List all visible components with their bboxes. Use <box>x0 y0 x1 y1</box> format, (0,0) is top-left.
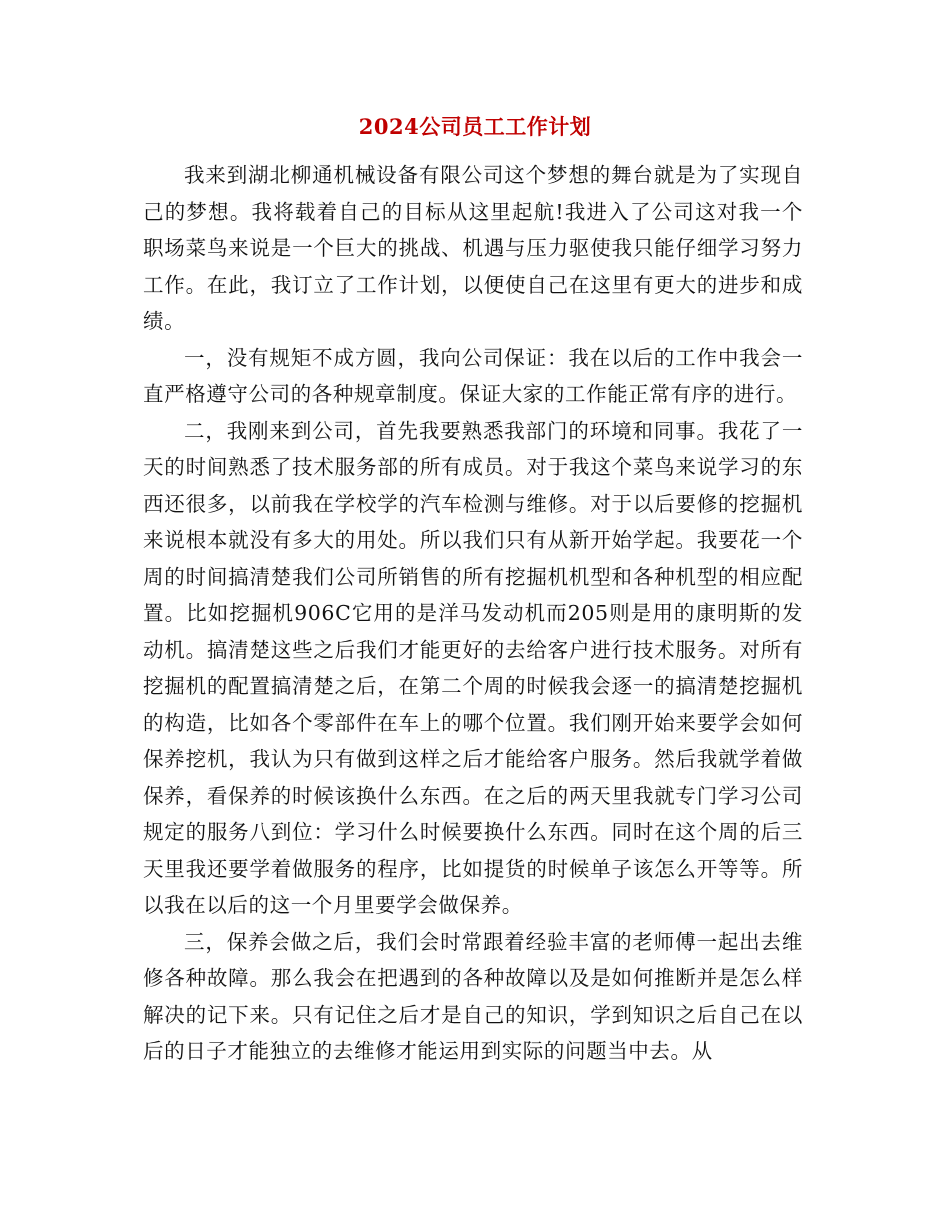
paragraph-learning: 二，我刚来到公司，首先我要熟悉我部门的环境和同事。我花了一天的时间熟悉了技术服务部的所有成员。对于我这个菜鸟来说学习的东西还很多，以前我在学校学的汽车检测与维修。对于以后要修的挖掘机来说根本就没有多大的用处。所以我们只有从新开始学起。我要花一个周的时间搞清楚我们公司所销售的所有挖掘机机型和各种机型的相应配置。比如挖掘机906C它用的是洋马发动机而205则是用的康明斯的发动机。搞清楚这些之后我们才能更好的去给客户进行技术服务。对所有挖掘机的配置搞清楚之后，在第二个周的时候我会逐一的搞清楚挖掘机的构造，比如各个零部件在车上的哪个位置。我们刚开始来要学会如何保养挖机，我认为只有做到这样之后才能给客户服务。然后我就学着做保养，看保养的时候该换什么东西。在之后的两天里我就专门学习公司规定的服务八到位：学习什么时候要换什么东西。同时在这个周的后三天里我还要学着做服务的程序，比如提货的时候单子该怎么开等等。所以我在以后的这一个月里要学会做保养。 <box>143 418 803 917</box>
document-title: 2024公司员工工作计划 <box>358 114 592 139</box>
paragraph-repair: 三，保养会做之后，我们会时常跟着经验丰富的老师傅一起出去维修各种故障。那么我会在把遇到的各种故障以及是如何推断并是怎么样解决的记下来。只有记住之后才是自己的知识，学到知识之后自己在以后的日子才能独立的去维修才能运用到实际的问题当中去。从 <box>143 929 803 1063</box>
paragraph-intro: 我来到湖北柳通机械设备有限公司这个梦想的舞台就是为了实现自己的梦想。我将载着自己的目标从这里起航!我进入了公司这对我一个职场菜鸟来说是一个巨大的挑战、机遇与压力驱使我只能仔细学习努力工作。在此，我订立了工作计划，以便使自己在这里有更大的进步和成绩。 <box>143 163 803 333</box>
paragraph-rules: 一，没有规矩不成方圆，我向公司保证：我在以后的工作中我会一直严格遵守公司的各种规章制度。保证大家的工作能正常有序的进行。 <box>143 345 803 406</box>
document-body <box>143 157 803 1070</box>
